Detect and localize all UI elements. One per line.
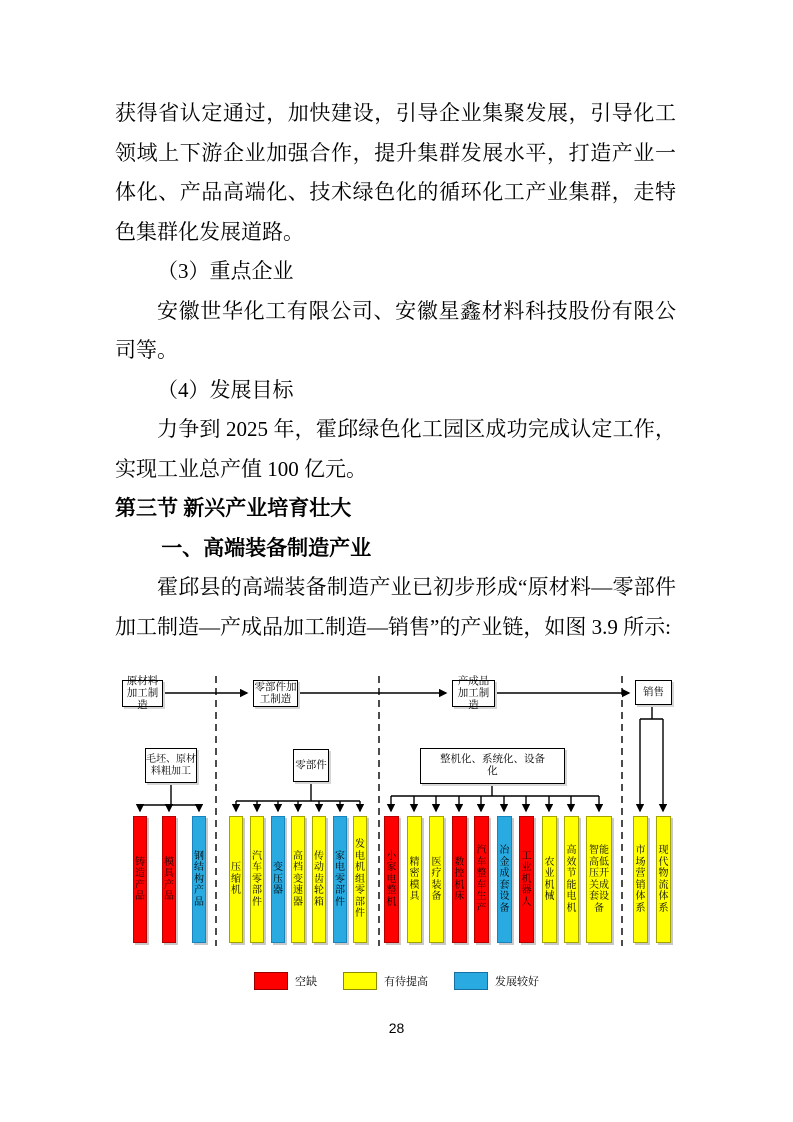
legend-swatch-good [454, 972, 488, 990]
subsection-heading: 一、高端装备制造产业 [161, 535, 372, 560]
body-paragraph: 霍邱县的高端装备制造产业已初步形成“原材料—零部件加工制造—产成品加工制造—销售”的产业链，如图 3.9 所示: [115, 575, 676, 639]
legend-label: 发展较好 [495, 976, 539, 988]
chain-bar: 市场营销体系 [633, 816, 648, 943]
chain-bar: 高档变速器 [291, 816, 305, 943]
chain-bar: 小家电整机 [384, 816, 399, 943]
stage-box-sales: 销售 [635, 680, 672, 705]
chain-bar: 工业机器人 [519, 816, 534, 943]
body-paragraph: 获得省认定通过，加快建设，引导企业集聚发展，引导化工领域上下游企业加强合作，提升集群发展水平，打造产业一体化、产品高端化、技术绿色化的循环化工产业集群，走特色集群化发展道路。 [115, 101, 676, 244]
chain-bar: 数控机床 [452, 816, 467, 943]
page-number: 28 [388, 1020, 405, 1036]
chain-bar: 模具产品 [162, 816, 176, 943]
legend-swatch-gap [254, 972, 288, 990]
chain-bar: 压缩机 [229, 816, 243, 943]
chain-bar: 钢结构产品 [192, 816, 206, 943]
chain-bar: 精密模具 [407, 816, 422, 943]
chain-bar: 智能高低压开关成套设备 [586, 816, 612, 943]
legend-swatch-improve [343, 972, 377, 990]
chain-bar: 传动齿轮箱 [312, 816, 326, 943]
legend-item [343, 972, 428, 990]
legend-label: 有待提高 [384, 976, 428, 988]
stage-box-raw-material: 原材料加工制造 [122, 680, 163, 707]
body-text [115, 94, 676, 647]
stage-box-finished-product: 产成品加工制造 [452, 680, 495, 707]
body-paragraph: 力争到 2025 年，霍邱绿色化工园区成功完成认定工作，实现工业总产值 100 亿元。 [115, 417, 676, 481]
body-paragraph: （3）重点企业 [157, 259, 294, 283]
group-header-complete-machine: 整机化、系统化、设备化 [420, 748, 565, 784]
chain-bar: 家电零部件 [333, 816, 347, 943]
group-header-rough-processing: 毛坯、原材料粗加工 [145, 748, 197, 783]
body-paragraph: （4）发展目标 [157, 377, 294, 402]
stage-box-parts: 零部件加工制造 [253, 680, 298, 707]
chain-bar: 高效节能电机 [564, 816, 579, 943]
legend-item [254, 972, 317, 990]
chain-bar: 变压器 [271, 816, 285, 943]
body-paragraph: 安徽世华化工有限公司、安徽星鑫材料科技股份有限公司等。 [115, 298, 676, 362]
chain-bar: 农业机械 [542, 816, 557, 943]
chain-bar: 冶金成套设备 [497, 816, 512, 943]
chain-bar: 汽车零部件 [250, 816, 264, 943]
chain-bar: 铸造产品 [133, 816, 147, 943]
chain-bar: 汽车整车生产 [474, 816, 489, 943]
industry-chain-diagram [115, 674, 677, 954]
group-header-parts: 零部件 [293, 749, 329, 782]
section-heading: 第三节 新兴产业培育壮大 [115, 496, 352, 520]
chain-bar: 现代物流体系 [656, 816, 671, 943]
legend-item [454, 972, 539, 990]
legend-label: 空缺 [295, 976, 317, 988]
legend [0, 972, 793, 990]
chain-bar: 发电机组零部件 [353, 816, 367, 943]
chain-bar: 医疗装备 [429, 816, 444, 943]
